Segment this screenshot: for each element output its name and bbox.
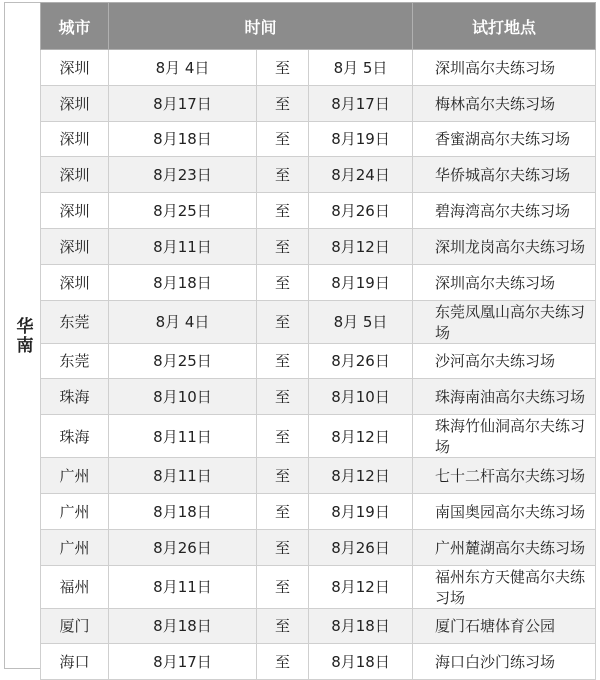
row-location: 七十二杆高尔夫练习场 [413,458,596,494]
header-city: 城市 [41,3,109,50]
row-location: 珠海竹仙洞高尔夫练习场 [413,415,596,458]
row-to-word: 至 [257,529,309,565]
row-end-date: 8月24日 [309,157,413,193]
row-start-date: 8月10日 [109,379,257,415]
table-row [41,50,596,86]
row-city: 深圳 [41,85,109,121]
row-location: 东莞凤凰山高尔夫练习场 [413,300,596,343]
row-start-date: 8月26日 [109,529,257,565]
row-start-date: 8月18日 [109,493,257,529]
row-city: 深圳 [41,157,109,193]
row-to-word: 至 [257,85,309,121]
row-start-date: 8月 4日 [109,50,257,86]
row-location: 华侨城高尔夫练习场 [413,157,596,193]
table-row [41,379,596,415]
row-location: 南国奥园高尔夫练习场 [413,493,596,529]
row-city: 广州 [41,493,109,529]
row-end-date: 8月12日 [309,228,413,264]
row-start-date: 8月25日 [109,193,257,229]
row-location: 海口白沙门练习场 [413,644,596,680]
row-end-date: 8月26日 [309,193,413,229]
table-row [41,608,596,644]
row-location: 珠海南油高尔夫练习场 [413,379,596,415]
row-to-word: 至 [257,343,309,379]
table-row [41,529,596,565]
row-end-date: 8月19日 [309,121,413,157]
row-location: 沙河高尔夫练习场 [413,343,596,379]
row-start-date: 8月11日 [109,565,257,608]
table-row [41,343,596,379]
table-row [41,644,596,680]
schedule-wrapper [4,2,595,672]
row-start-date: 8月11日 [109,415,257,458]
row-end-date: 8月 5日 [309,300,413,343]
row-to-word: 至 [257,565,309,608]
row-location: 深圳高尔夫练习场 [413,50,596,86]
row-location: 厦门石塘体育公园 [413,608,596,644]
row-city: 深圳 [41,121,109,157]
table-row [41,85,596,121]
row-city: 珠海 [41,415,109,458]
row-to-word: 至 [257,644,309,680]
header-time: 时间 [109,3,413,50]
row-to-word: 至 [257,493,309,529]
row-end-date: 8月18日 [309,644,413,680]
row-city: 东莞 [41,300,109,343]
table-row [41,300,596,343]
table-row [41,193,596,229]
region-label: 华南 [12,316,33,355]
row-location: 梅林高尔夫练习场 [413,85,596,121]
row-to-word: 至 [257,228,309,264]
row-location: 深圳龙岗高尔夫练习场 [413,228,596,264]
table-row [41,415,596,458]
row-city: 深圳 [41,50,109,86]
row-city: 深圳 [41,228,109,264]
row-end-date: 8月12日 [309,458,413,494]
row-to-word: 至 [257,300,309,343]
row-end-date: 8月19日 [309,264,413,300]
table-row [41,228,596,264]
row-start-date: 8月 4日 [109,300,257,343]
row-city: 海口 [41,644,109,680]
row-start-date: 8月11日 [109,228,257,264]
row-city: 深圳 [41,193,109,229]
row-start-date: 8月17日 [109,85,257,121]
row-end-date: 8月17日 [309,85,413,121]
table-row [41,121,596,157]
region-label-cell [4,2,41,669]
row-city: 广州 [41,458,109,494]
row-city: 厦门 [41,608,109,644]
header-row [41,3,596,50]
table-row [41,493,596,529]
row-to-word: 至 [257,193,309,229]
row-to-word: 至 [257,379,309,415]
row-location: 广州麓湖高尔夫练习场 [413,529,596,565]
table-row [41,565,596,608]
row-city: 深圳 [41,264,109,300]
row-start-date: 8月25日 [109,343,257,379]
row-start-date: 8月23日 [109,157,257,193]
row-start-date: 8月11日 [109,458,257,494]
schedule-table [40,2,596,680]
row-start-date: 8月18日 [109,264,257,300]
row-end-date: 8月 5日 [309,50,413,86]
row-to-word: 至 [257,157,309,193]
row-to-word: 至 [257,458,309,494]
row-end-date: 8月12日 [309,415,413,458]
row-start-date: 8月18日 [109,608,257,644]
header-location: 试打地点 [413,3,596,50]
row-city: 东莞 [41,343,109,379]
row-end-date: 8月19日 [309,493,413,529]
row-end-date: 8月18日 [309,608,413,644]
row-start-date: 8月17日 [109,644,257,680]
row-location: 深圳高尔夫练习场 [413,264,596,300]
row-end-date: 8月26日 [309,343,413,379]
row-city: 福州 [41,565,109,608]
row-to-word: 至 [257,264,309,300]
row-end-date: 8月12日 [309,565,413,608]
row-start-date: 8月18日 [109,121,257,157]
table-row [41,264,596,300]
schedule-body [41,50,596,680]
row-city: 珠海 [41,379,109,415]
row-end-date: 8月10日 [309,379,413,415]
row-to-word: 至 [257,608,309,644]
row-city: 广州 [41,529,109,565]
row-to-word: 至 [257,50,309,86]
row-to-word: 至 [257,415,309,458]
row-location: 福州东方天健高尔夫练习场 [413,565,596,608]
row-end-date: 8月26日 [309,529,413,565]
table-row [41,458,596,494]
row-to-word: 至 [257,121,309,157]
row-location: 香蜜湖高尔夫练习场 [413,121,596,157]
table-row [41,157,596,193]
row-location: 碧海湾高尔夫练习场 [413,193,596,229]
